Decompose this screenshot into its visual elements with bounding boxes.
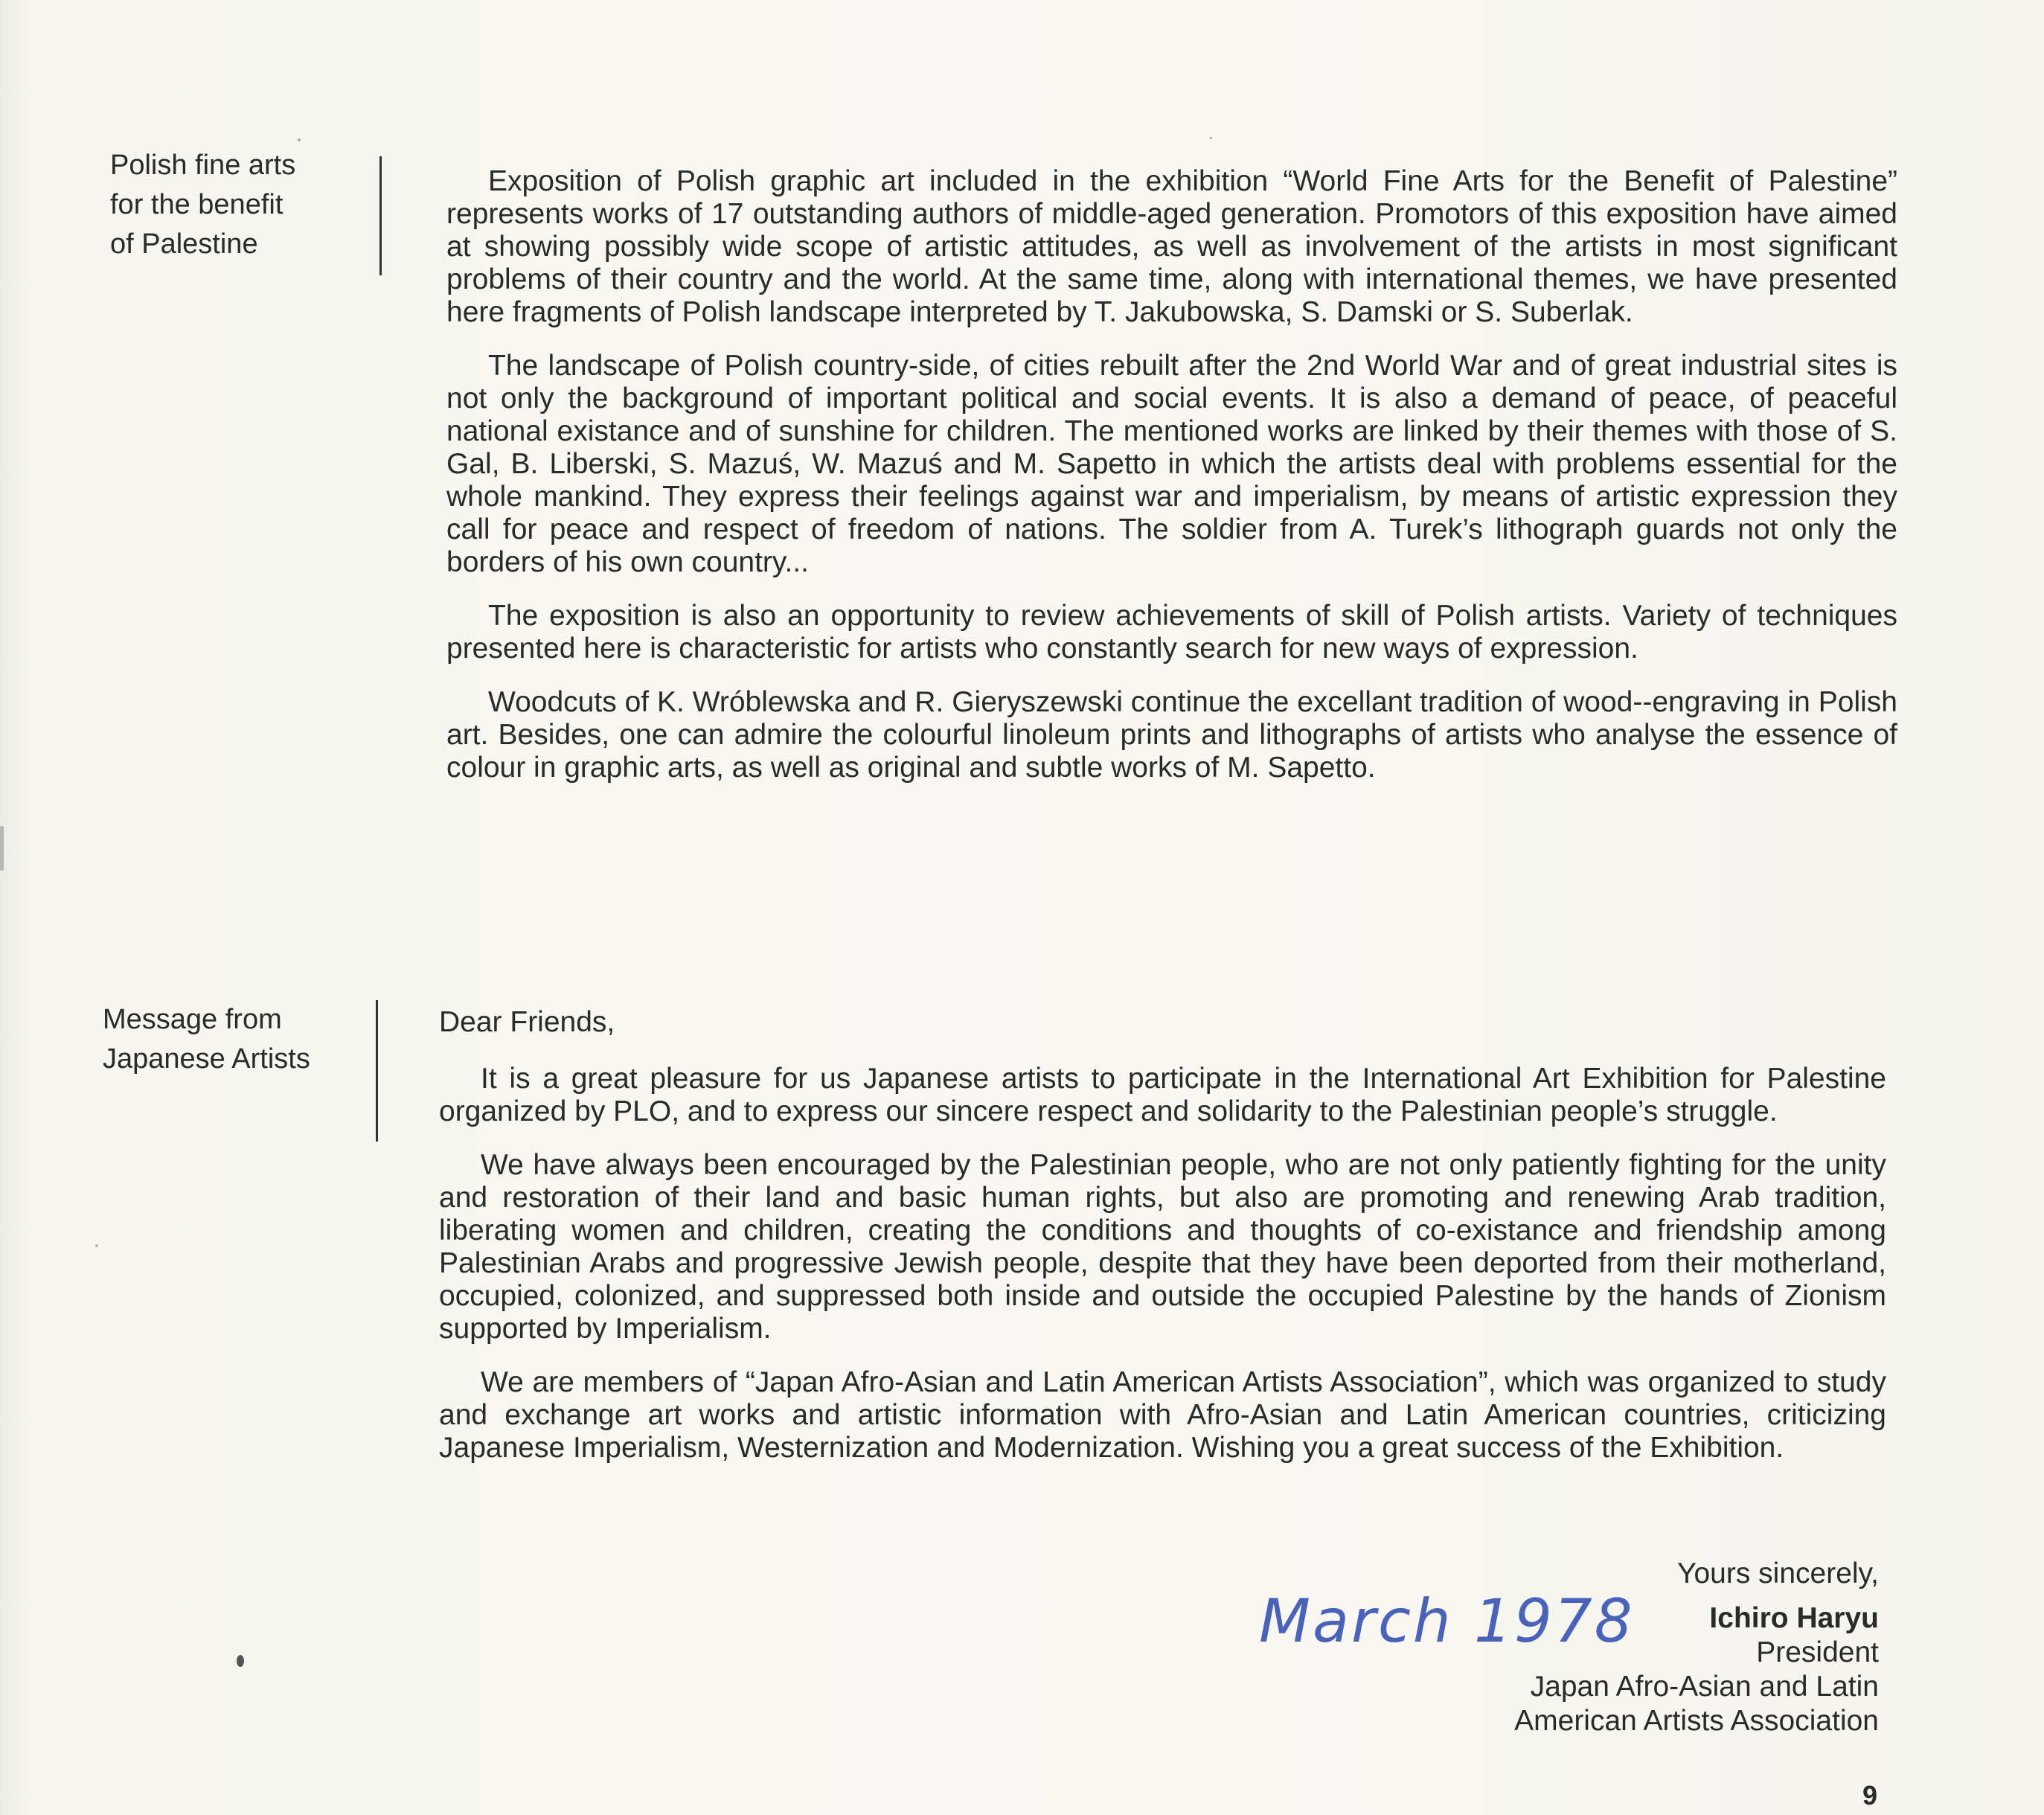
handwritten-date-text: March 1978 [1259,1587,1635,1656]
signature-org-line: American Artists Association [1514,1705,1879,1737]
heading-line: Polish fine arts [110,150,296,181]
paragraph: Exposition of Polish graphic art included in the exhibition “World Fine Arts for the Benefit of Palestine” represents works of 17 outstanding authors of middle-aged generation. Promotors of this exposition have aimed at showing possibly wide scope of artistic attitudes, as well as involvement of the artists in most significant problems of their country and the world. At the same time, along with international themes, we have presented here fragments of Polish landscape interpreted by T. Jakubowska, S. Damski or S. Suberlak. [446,165,1897,328]
paragraph: We are members of “Japan Afro-Asian and Latin American Artists Association”, which was organized to study and exchange art works and artistic information with Afro-Asian and Latin American countries, criticizing Japanese Imperialism, Westernization and Modernization. Wishing you a great success of the Exhibition. [439,1366,1886,1464]
paragraph: Woodcuts of K. Wróblewska and R. Gieryszewski continue the excellant tradition of wood--engraving in Polish art. Besides, one can admire the colourful linoleum prints and lithographs of artists who analyse the essence of colour in graphic arts, as well as original and subtle works of M. Sapetto. [446,686,1897,784]
letter-greeting: Dear Friends, [439,1006,615,1038]
signature-block [1514,1557,1879,1738]
signature-name: Ichiro Haryu [1709,1602,1879,1634]
paper-speck [298,138,301,141]
paragraph: It is a great pleasure for us Japanese artists to participate in the International Art Exhibition for Palestine organized by PLO, and to express our sincere respect and solidarity to the Palestinian people’s struggle. [439,1063,1886,1127]
signature-title: President [1756,1636,1879,1668]
paper-speck [237,1655,244,1667]
heading-line: of Palestine [110,228,258,260]
signature-org-line: Japan Afro-Asian and Latin [1530,1671,1879,1703]
section-heading-polish [110,146,295,264]
paper-speck [0,826,4,871]
japanese-section-body [439,1063,1886,1485]
paragraph: We have always been encouraged by the Palestinian people, who are not only patiently fighting for the unity and restoration of their land and basic human rights, but also are promoting and renewing Arab tradition, liberating women and children, creating the conditions and thoughts of co-existance and friendship among Palestinian Arabs and progressive Jewish people, despite that they have been deported from their motherland, occupied, colonized, and suppressed both inside and outside the occupied Palestine by the hands of Zionism supported by Imperialism. [439,1149,1886,1345]
section-divider-rule [379,156,382,275]
heading-line: Japanese Artists [103,1043,310,1075]
paragraph: The landscape of Polish country-side, of cities rebuilt after the 2nd World War and of great industrial sites is not only the background of important political and social events. It is also a demand of peace, of peaceful national existance and of sunshine for children. The mentioned works are linked by their themes with those of S. Gal, B. Liberski, S. Mazuś, W. Mazuś and M. Sapetto in which the artists deal with problems essential for the whole mankind. They express their feelings against war and imperialism, by means of artistic expression they call for peace and respect of freedom of nations. The soldier from A. Turek’s lithograph guards not only the borders of his own country... [446,350,1897,578]
heading-line: for the benefit [110,189,283,220]
paper-speck [1210,137,1212,139]
heading-line: Message from [103,1004,282,1035]
page-number: 9 [1862,1780,1877,1811]
signature-closing: Yours sincerely, [1677,1558,1879,1590]
paper-speck [95,1244,98,1247]
section-heading-japanese [103,1000,310,1079]
polish-section-body [446,165,1897,805]
section-divider-rule [376,1000,378,1142]
paragraph: The exposition is also an opportunity to review achievements of skill of Polish artists. Variety of techniques presented here is characteristic for artists who constantly search for new ways of expression. [446,600,1897,665]
